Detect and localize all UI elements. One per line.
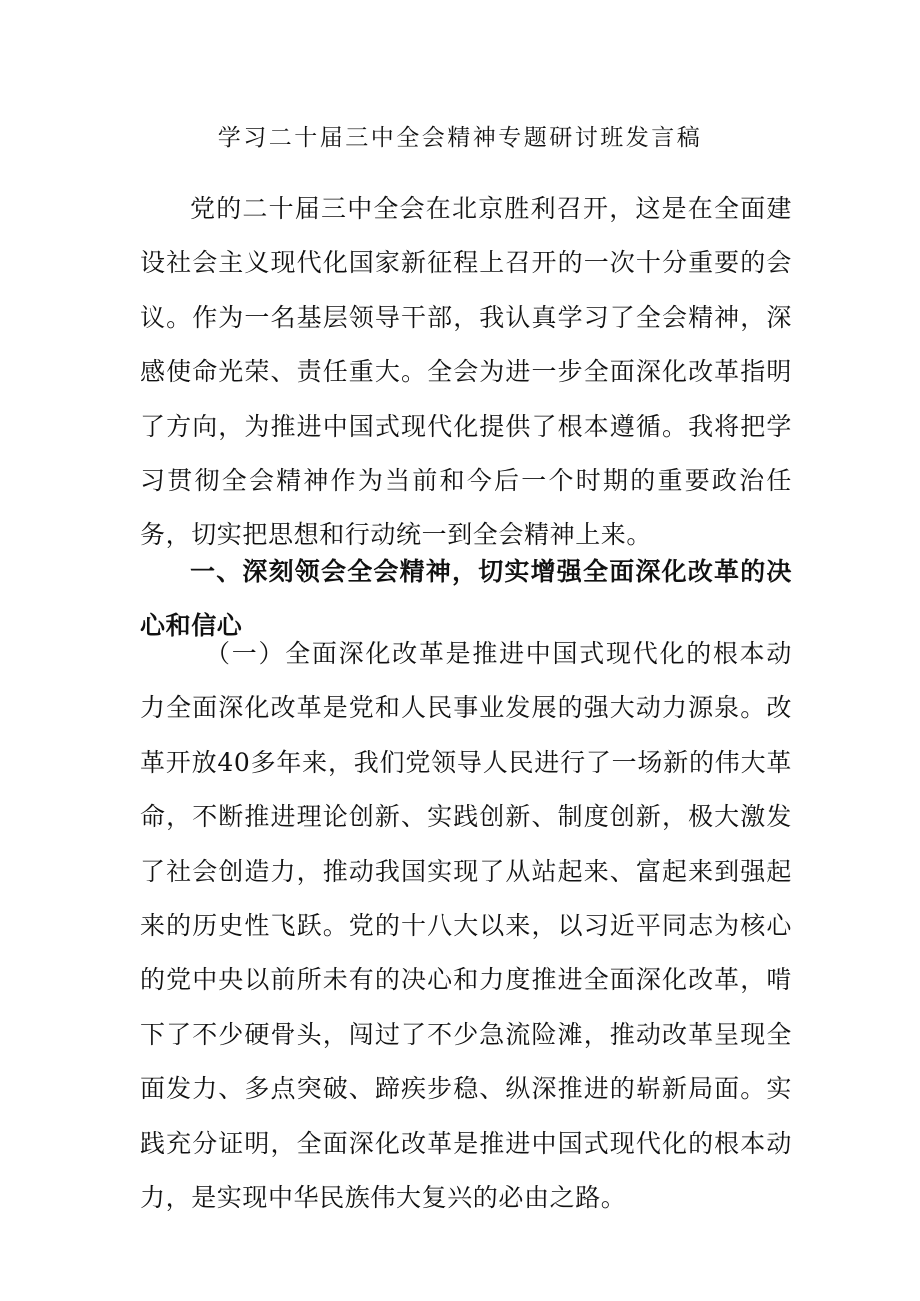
- document-title: 学习二十届三中全会精神专题研讨班发言稿: [217, 125, 703, 151]
- section-heading: 一、深刻领会全会精神，切实增强全面深化改革的决心和信心: [140, 557, 792, 641]
- intro-paragraph: 党的二十届三中全会在北京胜利召开，这是在全面建设社会主义现代化国家新征程上召开的一次十分重要的会议。作为一名基层领导干部，我认真学习了全会精神，深感使命光荣、责任重大。全会为进一步全面深化改革指明了方向，为推进中国式现代化提供了根本遵循。我将把学习贯彻全会精神作为当前和今后一个时期的重要政治任务，切实把思想和行动统一到全会精神上来。: [140, 194, 792, 550]
- subsection-paragraph: （一）全面深化改革是推进中国式现代化的根本动力全面深化改革是党和人民事业发展的强大动力源泉。改革开放40多年来，我们党领导人民进行了一场新的伟大革命，不断推进理论创新、实践创新、制度创新，极大激发了社会创造力，推动我国实现了从站起来、富起来到强起来的历史性飞跃。党的十八大以来，以习近平同志为核心的党中央以前所未有的决心和力度推进全面深化改革，啃下了不少硬骨头，闯过了不少急流险滩，推动改革呈现全面发力、多点突破、蹄疾步稳、纵深推进的崭新局面。实践充分证明，全面深化改革是推进中国式现代化的根本动力，是实现中华民族伟大复兴的必由之路。: [140, 639, 792, 1213]
